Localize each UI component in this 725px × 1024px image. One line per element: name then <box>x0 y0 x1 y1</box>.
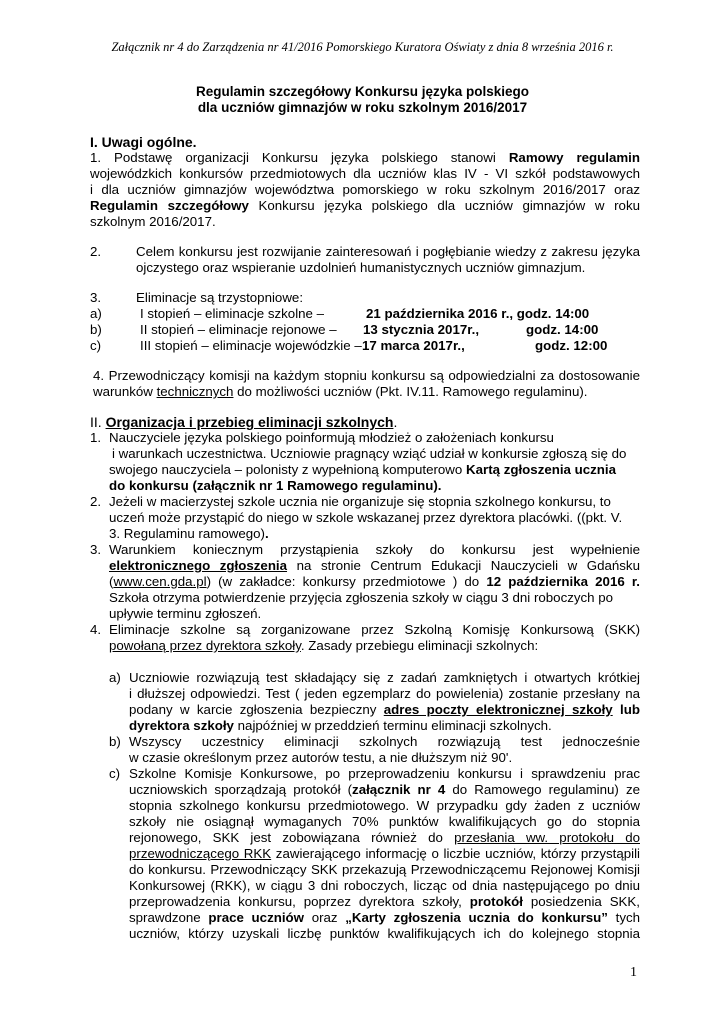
sub-c-letter: c) <box>109 766 121 781</box>
section-2-heading: II. Organizacja i przebieg eliminacji szkolnych. <box>90 414 398 430</box>
s1-p1-line-1: 1. Podstawę organizacji Konkursu języka polskiego stanowi Ramowy regulamin <box>90 150 641 165</box>
sub-c-line-8: Konkursowej (RKK), w ciągu 3 dni roboczych, licząc od dnia następującego po dniu <box>129 878 640 893</box>
s1-p1-line-3: i dla uczniów gimnazjów województwa pomorskiego w roku szkolnym 2016/2017 oraz <box>90 182 640 197</box>
s2-i3-line-1: Warunkiem koniecznym przystąpienia szkoły do konkursu jest wypełnienie <box>109 542 640 557</box>
s1-p2-number: 2. <box>90 244 102 259</box>
document-title-line-1: Regulamin szczegółowy Konkursu języka polskiego <box>195 84 530 99</box>
document-title-line-2: dla uczniów gimnazjów w roku szkolnym 2016/2017 <box>197 100 528 115</box>
page-header: Załącznik nr 4 do Zarządzenia nr 41/2016 Pomorskiego Kuratora Oświaty z dnia 8 września 2016 r. <box>111 40 614 54</box>
sub-b-letter: b) <box>109 734 121 749</box>
s2-i2-line-2: uczeń może przystąpić do niego w szkole wskazanej przez dyrektora placówki. ((pkt. V. <box>109 510 623 525</box>
s1-p1-line-4: Regulamin szczegółowy Konkursu języka polskiego dla uczniów gimnazjów w roku <box>90 198 640 213</box>
s2-i2-number: 2. <box>90 494 102 509</box>
s1-p1-line-2: wojewódzkich konkursów przedmiotowych dla uczniów klas IV - VI szkół podstawowych <box>90 166 640 181</box>
sub-a-line-3: podany w karcie zgłoszenia bezpieczny adres poczty elektronicznej szkoły lub <box>129 702 640 717</box>
sub-c-line-6: przewodniczącego RKK zawierającego informację o liczbie uczniów, którzy przystąpili <box>129 846 640 861</box>
sub-c-line-9: przeprowadzenia konkursu, poprzez dyrektora szkoły, protokół posiedzenia SKK, <box>129 894 640 909</box>
sub-a-line-4: dyrektora szkoły najpóźniej w przeddzień terminu eliminacji szkolnych. <box>129 718 552 733</box>
s1-p2-line-1: Celem konkursu jest rozwijanie zainteresowań i pogłębianie wiedzy z zakresu języka <box>136 244 640 259</box>
s2-i4-line-2: powołaną przez dyrektora szkoły. Zasady przebiegu eliminacji szkolnych: <box>109 638 539 653</box>
stage-c-time: godz. 12:00 <box>535 338 608 353</box>
s1-p3-number: 3. <box>90 290 102 305</box>
s2-i4-number: 4. <box>90 622 102 637</box>
s2-i1-line-4: do konkursu (załącznik nr 1 Ramowego regulaminu). <box>109 478 442 493</box>
stage-c-name: III stopień – eliminacje wojewódzkie – <box>140 338 362 353</box>
sub-c-line-7: do konkursu. Przewodniczący SKK przekazują Przewodniczącemu Rejonowej Komisji <box>129 862 640 877</box>
s2-i3-line-3: (www.cen.gda.pl) (w zakładce: konkursy przedmiotowe ) do 12 października 2016 r. <box>109 574 641 589</box>
sub-b-line-1: Wszyscy uczestnicy eliminacji szkolnych rozwiązują test jednocześnie <box>129 734 640 749</box>
s1-p2-line-2: ojczystego oraz wspieranie uzdolnień humanistycznych uczniów gimnazjum. <box>136 260 586 275</box>
sub-c-line-2: uczniowskich sporządzają protokół (załącznik nr 4 do Ramowego regulaminu) ze <box>129 782 640 797</box>
s2-i3-number: 3. <box>90 542 102 557</box>
sub-a-letter: a) <box>109 670 121 685</box>
s2-i1-number: 1. <box>90 430 102 445</box>
s2-i1-line-2: i warunkach uczestnictwa. Uczniowie pragnący wziąć udział w konkursie zgłoszą się do <box>112 446 627 461</box>
s1-p3-intro: Eliminacje są trzystopniowe: <box>136 290 304 305</box>
sub-a-line-1: Uczniowie rozwiązują test składający się z zadań zamkniętych i otwartych krótkiej <box>129 670 640 685</box>
stage-b-name: II stopień – eliminacje rejonowe – <box>140 322 337 337</box>
s1-p4-line-1: 4. Przewodniczący komisji na każdym stopniu konkursu są odpowiedzialni za dostosowanie <box>93 368 640 383</box>
s2-i2-line-1: Jeżeli w macierzystej szkole ucznia nie organizuje się stopnia szkolnego konkursu, to <box>109 494 611 509</box>
s2-i4-line-1: Eliminacje szkolne są zorganizowane przez Szkolną Komisję Konkursową (SKK) <box>109 622 640 637</box>
s1-p4-line-2: warunków technicznych do możliwości uczniów (Pkt. IV.11. Ramowego regulaminu). <box>93 384 588 399</box>
cen-website-link[interactable]: www.cen.gda.pl <box>113 574 207 589</box>
stage-b-date: 13 stycznia 2017r., <box>363 322 480 337</box>
sub-c-line-3: stopnia szkolnego konkursu przedmiotowego. W przypadku gdy żaden z uczniów <box>129 798 640 813</box>
sub-a-line-2: i dłuższej odpowiedzi. Test ( jeden egzemplarz do powielenia) zostanie przesłany na <box>129 686 640 701</box>
sub-c-line-5: rejonowego, SKK jest zobowiązana również do przesłania ww. protokołu do <box>129 830 640 845</box>
s2-i1-line-3: swojego nauczyciela – polonisty z wypełnioną komputerowo Kartą zgłoszenia ucznia <box>109 462 617 477</box>
sub-c-line-4: szkoły nie osiągnął wymaganych 70% punktów kwalifikujących go do stopnia <box>129 814 640 829</box>
s2-i1-line-1: Nauczyciele języka polskiego poinformują młodzież o założeniach konkursu <box>109 430 554 445</box>
stage-a-date: 21 października 2016 r., godz. 14:00 <box>366 306 590 321</box>
s2-i3-line-4: Szkoła otrzyma potwierdzenie przyjęcia zgłoszenia szkoły w ciągu 3 dni roboczych po <box>109 590 614 605</box>
sub-c-line-10: sprawdzone prace uczniów oraz „Karty zgłoszenia ucznia do konkursu” tych <box>129 910 641 925</box>
section-1-heading: I. Uwagi ogólne. <box>90 134 197 150</box>
page-number: 1 <box>630 965 637 980</box>
s1-p1-line-5: szkolnym 2016/2017. <box>90 214 216 229</box>
sub-c-line-11: uczniów, którzy uzyskali liczbę punktów kwalifikujących ich do kolejnego stopnia <box>129 926 640 941</box>
sub-b-line-2: w czasie określonym przez autorów testu, a nie dłuższym niż 90'. <box>129 750 513 765</box>
stage-b-letter: b) <box>90 322 102 337</box>
stage-a-letter: a) <box>90 306 102 321</box>
stage-c-letter: c) <box>90 338 102 353</box>
sub-c-line-1: Szkolne Komisje Konkursowe, po przeprowadzeniu konkursu i sprawdzeniu prac <box>129 766 640 781</box>
s2-i3-line-2: elektronicznego zgłoszenia na stronie Centrum Edukacji Nauczycieli w Gdańsku <box>109 558 640 573</box>
s2-i3-line-5: upływie terminu zgłoszeń. <box>109 606 262 621</box>
stage-b-time: godz. 14:00 <box>526 322 599 337</box>
s2-i2-line-3: 3. Regulaminu ramowego). <box>109 526 269 541</box>
stage-c-date: 17 marca 2017r., <box>362 338 465 353</box>
stage-a-name: I stopień – eliminacje szkolne – <box>140 306 325 321</box>
